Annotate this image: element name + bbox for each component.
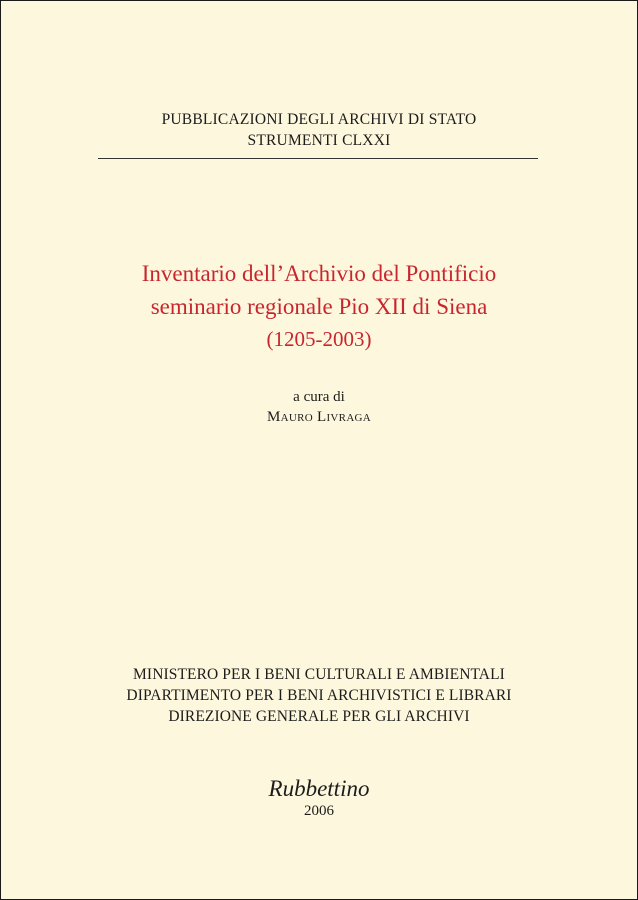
- publisher-block: [1, 776, 637, 820]
- horizontal-rule: [98, 158, 538, 159]
- series-heading: [1, 109, 637, 151]
- curator-block: [1, 387, 637, 427]
- book-title-line-2: seminario regionale Pio XII di Siena: [150, 294, 488, 319]
- ministry-line-3: DIREZIONE GENERALE PER GLI ARCHIVI: [168, 708, 470, 725]
- ministry-line-1: MINISTERO PER I BENI CULTURALI E AMBIENTALI: [133, 666, 505, 683]
- curator-label: a cura di: [293, 389, 345, 405]
- publisher-name: Rubbettino: [268, 776, 370, 801]
- ministry-line-2: DIPARTIMENTO PER I BENI ARCHIVISTICI E LIBRARI: [126, 687, 512, 704]
- series-name: PUBBLICAZIONI DEGLI ARCHIVI DI STATO: [161, 111, 477, 128]
- book-dates: (1205-2003): [266, 327, 372, 351]
- series-volume: STRUMENTI CLXXI: [247, 132, 391, 149]
- ministry-block: [1, 664, 637, 727]
- book-title: [1, 257, 637, 356]
- curator-name: Mauro Livraga: [266, 409, 372, 425]
- book-title-line-1: Inventario dell’Archivio del Pontificio: [141, 261, 497, 286]
- publication-year: 2006: [304, 803, 334, 819]
